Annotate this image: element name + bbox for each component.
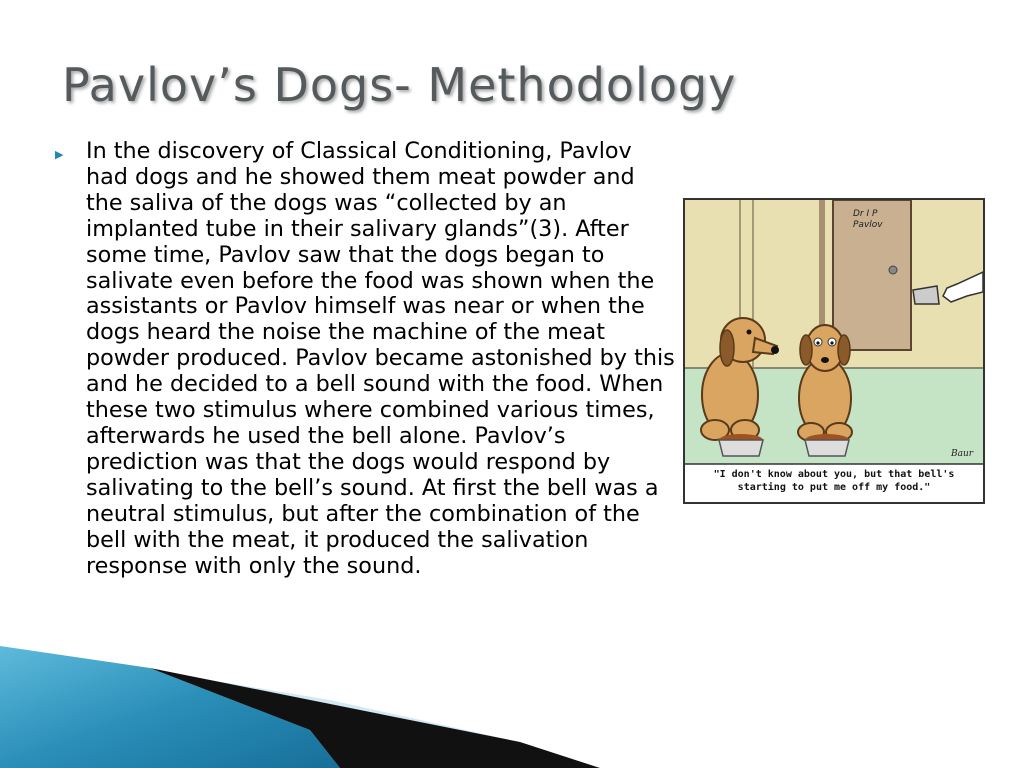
door-sign-line1: Dr I P xyxy=(853,209,878,219)
cartoon-caption xyxy=(685,468,983,494)
door-sign-line2: Pavlov xyxy=(853,220,883,230)
caption-line2: starting to put me off my food." xyxy=(737,482,931,493)
slide-title: Pavlov’s Dogs- Methodology xyxy=(62,58,737,112)
cartoon-illustration xyxy=(685,200,983,502)
body-paragraph: In the discovery of Classical Conditioning, Pavlov had dogs and he showed them meat powder and the saliva of the dogs was “collected by an implanted tube in their salivary glands”(3). After some time, Pavlov saw that the dogs began to salivate even before the food was shown when the assistants or Pavlov himself was near or when the dogs heard the noise the machine of the meat powder produced. Pavlov became astonished by this and he decided to a bell sound with the food. When these two stimulus where combined various times, afterwards he used the bell alone. Pavlov’s prediction was that the dogs would respond by salivating to the bell’s sound. At first the bell was a neutral stimulus, but after the combination of the bell with the meat, it produced the salivation response with only the sound. xyxy=(86,138,675,579)
triangle-bullet-icon: ▶ xyxy=(55,148,64,161)
caption-line1: "I don't know about you, but that bell's xyxy=(713,469,955,480)
pavlov-cartoon xyxy=(683,198,985,504)
cartoon-signature: Baur xyxy=(951,449,974,459)
right-dog xyxy=(798,325,852,441)
bell-icon xyxy=(913,286,939,304)
